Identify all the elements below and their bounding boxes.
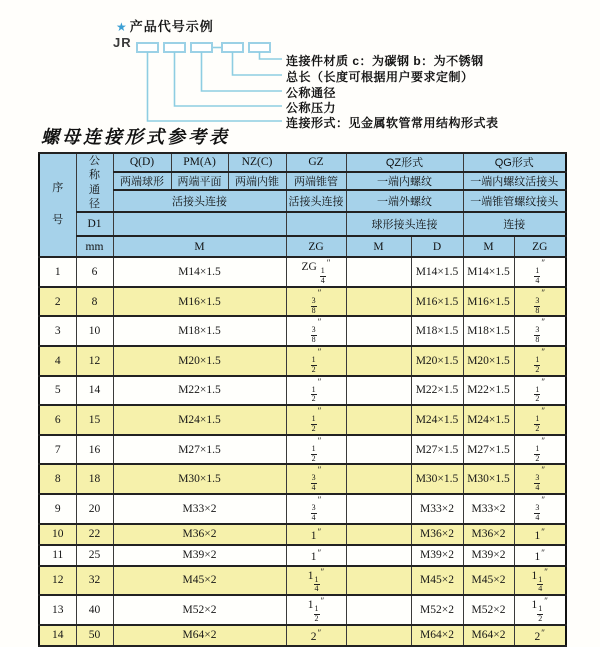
header-qz-m: M xyxy=(346,236,411,257)
qg-zg-cell: $\frac{3}{8}$ ″ xyxy=(514,287,566,317)
qz-d-cell: M18×1.5 xyxy=(411,316,463,346)
m-cell: M33×2 xyxy=(113,494,286,524)
m-cell: M45×2 xyxy=(113,566,286,596)
qg-zg-cell: $\frac{1}{2}$ ″ xyxy=(514,405,566,435)
header-d1: D1 xyxy=(76,212,113,236)
dn-cell: 14 xyxy=(76,376,113,406)
dn-cell: 18 xyxy=(76,464,113,494)
dn-cell: 16 xyxy=(76,435,113,465)
header-blank-gz xyxy=(286,212,346,236)
code-box-3 xyxy=(191,43,212,52)
product-code-diagram xyxy=(0,0,600,132)
header-qg-desc2: 一端锥管螺纹接头 xyxy=(463,190,566,212)
callout-line-material xyxy=(260,52,283,59)
m-cell: M30×1.5 xyxy=(113,464,286,494)
callout-label-pressure: 公称压力 xyxy=(286,101,337,115)
table-row xyxy=(39,595,566,625)
qz-d-cell: M24×1.5 xyxy=(411,405,463,435)
callout-line-pressure xyxy=(175,52,283,106)
qz-m-cell xyxy=(346,435,411,465)
qg-m-cell: M36×2 xyxy=(463,524,514,545)
header-qg-desc1: 一端内螺纹活接头 xyxy=(463,172,566,191)
qz-d-cell: M39×2 xyxy=(411,545,463,566)
qz-m-cell xyxy=(346,625,411,646)
seq-cell: 10 xyxy=(39,524,76,545)
header-qz-connect: 球形接头连接 xyxy=(346,212,463,236)
qz-d-cell: M22×1.5 xyxy=(411,376,463,406)
gz-zg-cell: $\frac{3}{4}$ ″ xyxy=(286,464,346,494)
qg-m-cell: M18×1.5 xyxy=(463,316,514,346)
qg-m-cell: M22×1.5 xyxy=(463,376,514,406)
header-union-connection: 活接头连接 xyxy=(113,190,286,212)
diagram-heading-text: 产品代号示例 xyxy=(129,19,214,34)
qz-d-cell: M14×1.5 xyxy=(411,257,463,287)
table-row xyxy=(39,346,566,376)
seq-cell: 1 xyxy=(39,257,76,287)
dn-cell: 6 xyxy=(76,257,113,287)
qz-m-cell xyxy=(346,257,411,287)
header-m-span: M xyxy=(113,236,286,257)
qg-zg-cell: 1 $\frac{1}{4}$ ″ xyxy=(514,566,566,596)
table-header xyxy=(39,153,566,257)
header-nz-desc: 两端内锥 xyxy=(228,172,286,191)
header-qz-desc2: 一端外螺纹 xyxy=(346,190,463,212)
qg-m-cell: M45×2 xyxy=(463,566,514,596)
header-qg-m: M xyxy=(463,236,514,257)
gz-zg-cell: 1″ xyxy=(286,545,346,566)
callout-line-length xyxy=(233,52,283,75)
dn-cell: 32 xyxy=(76,566,113,596)
gz-zg-cell: $\frac{3}{4}$ ″ xyxy=(286,494,346,524)
m-cell: M14×1.5 xyxy=(113,257,286,287)
seq-cell: 7 xyxy=(39,435,76,465)
gz-zg-cell: $\frac{1}{2}$ ″ xyxy=(286,376,346,406)
qz-m-cell xyxy=(346,595,411,625)
qg-m-cell: M20×1.5 xyxy=(463,346,514,376)
header-qg-zg: ZG xyxy=(514,236,566,257)
header-col-gz: GZ xyxy=(286,153,346,172)
header-qg-connect: 连接 xyxy=(463,212,566,236)
seq-cell: 4 xyxy=(39,346,76,376)
gz-zg-cell: $\frac{1}{2}$ ″ xyxy=(286,346,346,376)
header-col-q: Q(D) xyxy=(113,153,171,172)
diagram-heading xyxy=(116,16,214,35)
header-col-qg: QG形式 xyxy=(463,153,566,172)
table-title: 螺母连接形式参考表 xyxy=(41,127,230,147)
code-box-4 xyxy=(222,43,243,52)
table-row xyxy=(39,287,566,317)
qz-d-cell: M36×2 xyxy=(411,524,463,545)
star-icon: ★ xyxy=(116,20,128,34)
header-gz-zg: ZG xyxy=(286,236,346,257)
qg-zg-cell: $\frac{3}{4}$ ″ xyxy=(514,494,566,524)
callout-label-diameter: 公称通径 xyxy=(286,86,337,100)
m-cell: M36×2 xyxy=(113,524,286,545)
dn-cell: 12 xyxy=(76,346,113,376)
qg-zg-cell: 1″ xyxy=(514,524,566,545)
dn-cell: 50 xyxy=(76,625,113,646)
header-col-nz: NZ(C) xyxy=(228,153,286,172)
callout-label-material: 连接件材质 c：为碳钢 b：为不锈钢 xyxy=(286,54,484,68)
gz-zg-cell: 1″ xyxy=(286,524,346,545)
qg-m-cell: M24×1.5 xyxy=(463,405,514,435)
gz-zg-cell: $\frac{3}{8}$ ″ xyxy=(286,316,346,346)
dn-cell: 15 xyxy=(76,405,113,435)
m-cell: M64×2 xyxy=(113,625,286,646)
qg-zg-cell: $\frac{1}{4}$ ″ xyxy=(514,257,566,287)
callout-line-diameter xyxy=(202,52,283,91)
seq-cell: 12 xyxy=(39,566,76,596)
seq-cell: 14 xyxy=(39,625,76,646)
seq-cell: 8 xyxy=(39,464,76,494)
qg-m-cell: M33×2 xyxy=(463,494,514,524)
qg-m-cell: M39×2 xyxy=(463,545,514,566)
table-row xyxy=(39,566,566,596)
dn-cell: 20 xyxy=(76,494,113,524)
qg-zg-cell: $\frac{1}{2}$ ″ xyxy=(514,435,566,465)
qg-m-cell: M64×2 xyxy=(463,625,514,646)
seq-cell: 5 xyxy=(39,376,76,406)
seq-cell: 6 xyxy=(39,405,76,435)
table-row xyxy=(39,524,566,545)
gz-zg-cell: $\frac{1}{2}$ ″ xyxy=(286,435,346,465)
table-row xyxy=(39,494,566,524)
qz-m-cell xyxy=(346,566,411,596)
qz-m-cell xyxy=(346,376,411,406)
dn-cell: 40 xyxy=(76,595,113,625)
seq-cell: 13 xyxy=(39,595,76,625)
qz-m-cell xyxy=(346,405,411,435)
gz-zg-cell: 1 $\frac{1}{2}$ ″ xyxy=(286,595,346,625)
m-cell: M24×1.5 xyxy=(113,405,286,435)
table-row xyxy=(39,376,566,406)
m-cell: M18×1.5 xyxy=(113,316,286,346)
dn-cell: 25 xyxy=(76,545,113,566)
qg-m-cell: M52×2 xyxy=(463,595,514,625)
qz-m-cell xyxy=(346,316,411,346)
callout-label-length: 总长（长度可根据用户要求定制） xyxy=(286,70,474,84)
qz-d-cell: M27×1.5 xyxy=(411,435,463,465)
gz-zg-cell: $\frac{3}{8}$ ″ xyxy=(286,287,346,317)
qz-d-cell: M45×2 xyxy=(411,566,463,596)
qz-m-cell xyxy=(346,287,411,317)
m-cell: M39×2 xyxy=(113,545,286,566)
gz-zg-cell: $\frac{1}{2}$ ″ xyxy=(286,405,346,435)
header-qz-desc1: 一端内螺纹 xyxy=(346,172,463,191)
table-row xyxy=(39,435,566,465)
header-blank-main xyxy=(113,212,286,236)
header-seq: 序号 xyxy=(39,153,76,257)
dn-cell: 10 xyxy=(76,316,113,346)
header-pm-desc: 两端平面 xyxy=(171,172,228,191)
qg-m-cell: M27×1.5 xyxy=(463,435,514,465)
gz-zg-cell: 2″ xyxy=(286,625,346,646)
qg-m-cell: M14×1.5 xyxy=(463,257,514,287)
qz-m-cell xyxy=(346,464,411,494)
qz-d-cell: M16×1.5 xyxy=(411,287,463,317)
dn-cell: 8 xyxy=(76,287,113,317)
header-q-desc: 两端球形 xyxy=(113,172,171,191)
qg-zg-cell: $\frac{3}{4}$ ″ xyxy=(514,464,566,494)
qz-d-cell: M30×1.5 xyxy=(411,464,463,494)
seq-cell: 2 xyxy=(39,287,76,317)
nut-connection-reference-table xyxy=(38,152,567,647)
m-cell: M16×1.5 xyxy=(113,287,286,317)
header-col-pm: PM(A) xyxy=(171,153,228,172)
qg-m-cell: M16×1.5 xyxy=(463,287,514,317)
header-qz-d: D xyxy=(411,236,463,257)
callout-label-connection: 连接形式：见金属软管常用结构形式表 xyxy=(286,116,499,130)
header-gz-union: 活接头连接 xyxy=(286,190,346,212)
m-cell: M20×1.5 xyxy=(113,346,286,376)
header-nominal-diameter: 公称通径 xyxy=(76,153,113,212)
table-row xyxy=(39,545,566,566)
seq-cell: 11 xyxy=(39,545,76,566)
seq-cell: 9 xyxy=(39,494,76,524)
gz-zg-cell: ZG $\frac{1}{4}$ ″ xyxy=(286,257,346,287)
header-mm: mm xyxy=(76,236,113,257)
callout-line-connection xyxy=(148,52,283,121)
dn-cell: 22 xyxy=(76,524,113,545)
qz-m-cell xyxy=(346,545,411,566)
qz-m-cell xyxy=(346,494,411,524)
qg-m-cell: M30×1.5 xyxy=(463,464,514,494)
qg-zg-cell: $\frac{3}{8}$ ″ xyxy=(514,316,566,346)
qg-zg-cell: $\frac{1}{2}$ ″ xyxy=(514,376,566,406)
qz-d-cell: M52×2 xyxy=(411,595,463,625)
qg-zg-cell: 2″ xyxy=(514,625,566,646)
qz-m-cell xyxy=(346,524,411,545)
seq-cell: 3 xyxy=(39,316,76,346)
header-col-qz: QZ形式 xyxy=(346,153,463,172)
code-box-1 xyxy=(137,43,158,52)
table-row xyxy=(39,625,566,646)
qg-zg-cell: $\frac{1}{2}$ ″ xyxy=(514,346,566,376)
code-box-2 xyxy=(164,43,185,52)
code-prefix: JR xyxy=(113,35,132,50)
qz-m-cell xyxy=(346,346,411,376)
table-row xyxy=(39,257,566,287)
table-row xyxy=(39,316,566,346)
table-row xyxy=(39,405,566,435)
table-row xyxy=(39,464,566,494)
qz-d-cell: M20×1.5 xyxy=(411,346,463,376)
m-cell: M22×1.5 xyxy=(113,376,286,406)
qz-d-cell: M64×2 xyxy=(411,625,463,646)
header-gz-desc: 两端锥管 xyxy=(286,172,346,191)
qz-d-cell: M33×2 xyxy=(411,494,463,524)
qg-zg-cell: 1″ xyxy=(514,545,566,566)
qg-zg-cell: 1 $\frac{1}{2}$ ″ xyxy=(514,595,566,625)
table-body xyxy=(39,257,566,646)
m-cell: M52×2 xyxy=(113,595,286,625)
m-cell: M27×1.5 xyxy=(113,435,286,465)
gz-zg-cell: 1 $\frac{1}{4}$ ″ xyxy=(286,566,346,596)
code-box-5 xyxy=(249,43,270,52)
